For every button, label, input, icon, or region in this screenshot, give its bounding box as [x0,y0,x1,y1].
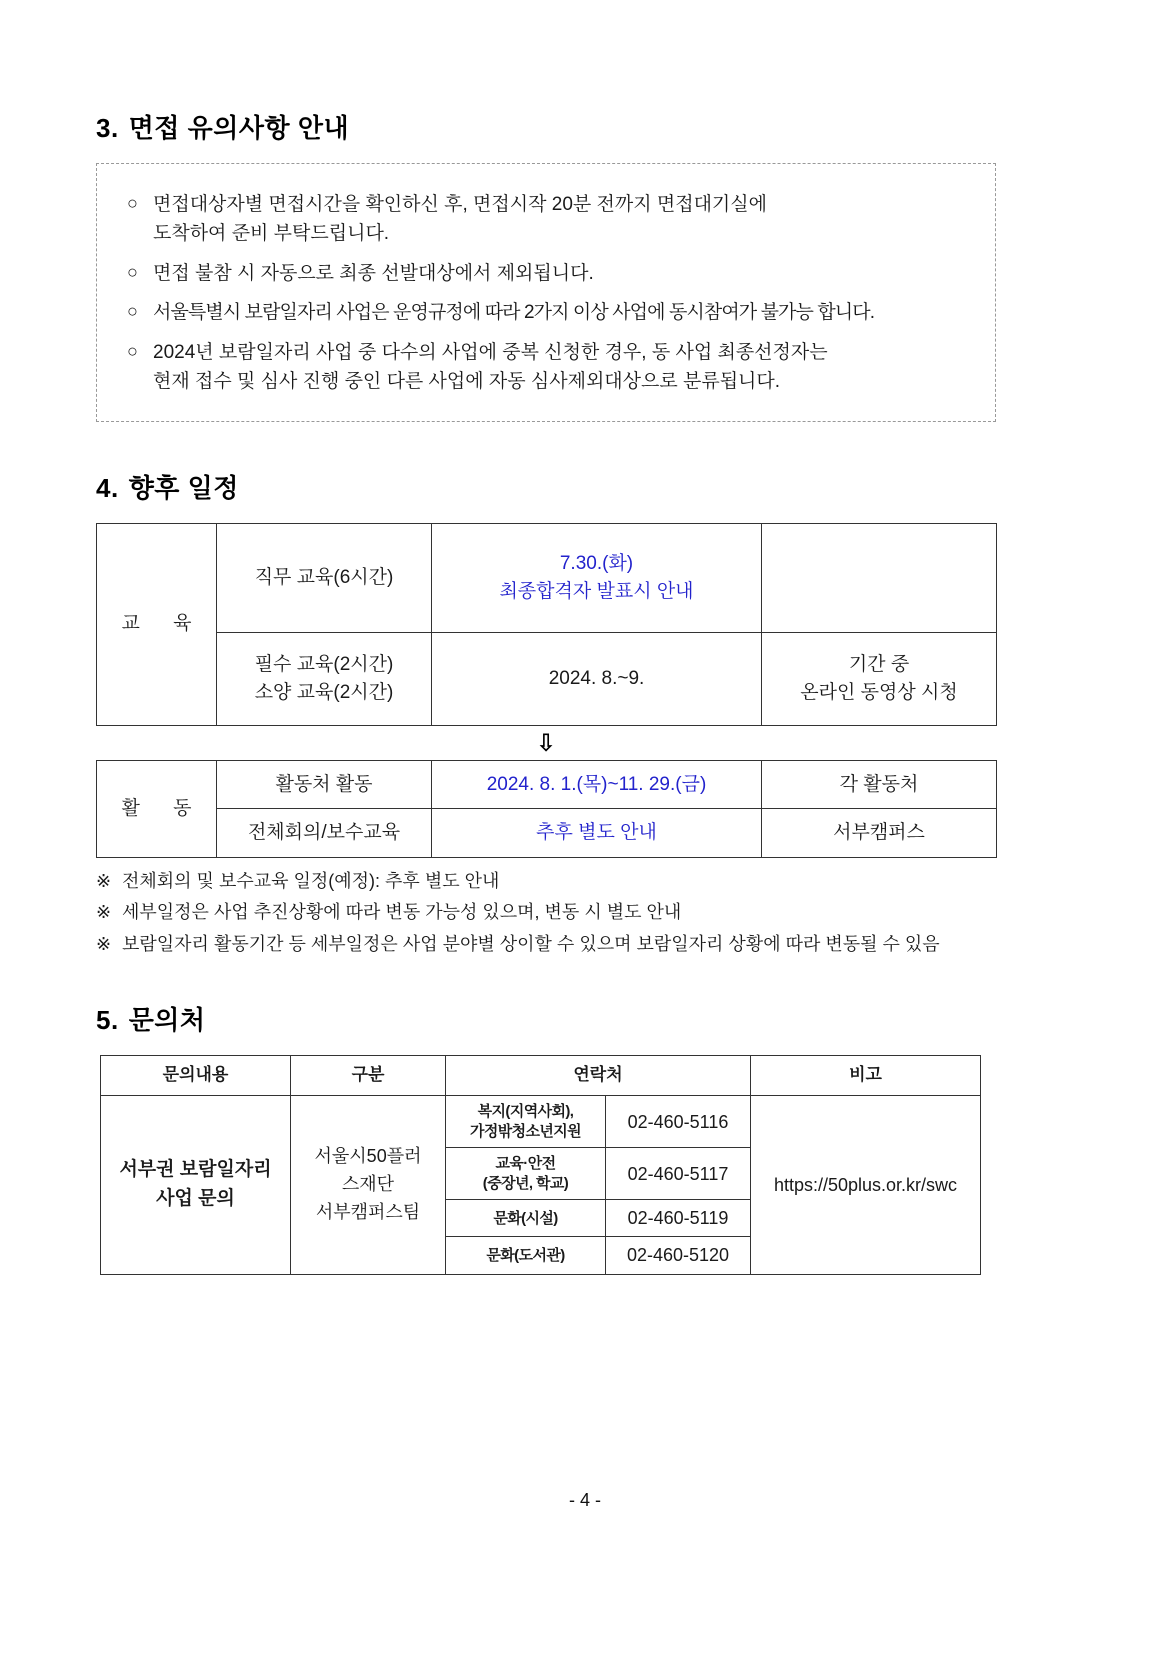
education-item-2-line2: 소양 교육(2시간) [254,681,394,703]
education-schedule-table [96,523,997,726]
notice-item [127,190,965,249]
page-number: - 4 - [568,1490,601,1510]
notice-box [96,163,996,422]
section-number-5: 5. [96,1005,119,1036]
notice-item [127,298,965,327]
contact-category-line2: (중장년, 학교) [482,1174,569,1192]
education-place-1 [762,523,997,632]
contact-category [446,1096,606,1148]
note-item [96,929,996,961]
table-row [97,809,997,858]
education-when-1-line2: 최종합격자 발표시 안내 [499,580,694,602]
header-division: 구분 [291,1056,446,1096]
reference-mark-icon: ※ [96,870,112,891]
table-header-row [101,1056,981,1096]
notice-item [127,259,965,288]
section-heading-notice [96,108,996,145]
header-inquiry: 문의내용 [101,1056,291,1096]
circle-bullet-icon: ○ [127,261,138,282]
inquiry-subject-line1: 서부권 보람일자리 [119,1159,272,1181]
section-heading-schedule [96,468,996,505]
notice-item-text [153,190,965,249]
education-item-2 [217,632,432,725]
table-row [101,1096,981,1148]
contact-phone: 02-460-5120 [606,1237,751,1274]
notice-item-text [153,338,965,397]
contact-category-line2: 가정밖청소년지원 [469,1122,582,1140]
section-number-4: 4. [96,472,119,503]
activity-item-2: 전체회의/보수교육 [217,809,432,858]
activity-schedule-table [96,760,997,858]
contact-category-line1: 교육·안전 [495,1155,556,1173]
contact-website-url[interactable]: https://50plus.or.kr/swc [751,1096,981,1275]
contact-phone: 02-460-5116 [606,1096,751,1148]
organization-line1: 서울시50플러 [314,1146,422,1167]
section-title-4: 향후 일정 [128,472,239,503]
notice-item-line1: 서울특별시 보람일자리 사업은 운영규정에 따라 2가지 이상 사업에 동시참여가 불가능 합니다. [153,302,875,324]
notice-item [127,338,965,397]
header-contact: 연락처 [446,1056,751,1096]
notice-item-text [153,259,965,288]
contact-table [100,1055,981,1275]
table-row [97,632,997,725]
activity-when-1: 2024. 8. 1.(목)~11. 29.(금) [432,760,762,809]
header-remark: 비고 [751,1056,981,1096]
note-text: 보람일자리 활동기간 등 세부일정은 사업 분야별 상이할 수 있으며 보람일자리 상황에 따라 변동될 수 있음 [122,933,940,954]
education-place-2-line2: 온라인 동영상 시청 [800,681,958,703]
contact-phone: 02-460-5119 [606,1200,751,1237]
education-when-1-line1: 7.30.(화) [559,553,634,575]
note-text: 세부일정은 사업 추진상황에 따라 변동 가능성 있으며, 변동 시 별도 안내 [122,902,682,923]
schedule-notes [96,866,996,961]
notice-item-text [153,298,965,327]
note-text: 전체회의 및 보수교육 일정(예정): 추후 별도 안내 [122,870,500,891]
education-when-1 [432,523,762,632]
down-arrow-glyph: ⇩ [535,729,557,757]
reference-mark-icon: ※ [96,933,112,954]
section-number-3: 3. [96,113,119,143]
circle-bullet-icon: ○ [127,193,138,213]
notice-item-line1: 면접대상자별 면접시간을 확인하신 후, 면접시작 20분 전까지 면접대기실에 [153,194,767,215]
notice-item-line2: 도착하여 준비 부탁드립니다. [153,223,390,245]
notice-item-line2: 현재 접수 및 심사 진행 중인 다른 사업에 자동 심사제외대상으로 분류됩니다. [153,371,781,393]
organization [291,1096,446,1275]
education-when-2: 2024. 8.~9. [432,632,762,725]
contact-phone: 02-460-5117 [606,1148,751,1200]
notice-item-line1: 2024년 보람일자리 사업 중 다수의 사업에 중복 신청한 경우, 동 사업 최종선정자는 [153,341,828,363]
section-title-5: 문의처 [128,1005,206,1036]
activity-label: 활 동 [97,760,217,857]
table-row [97,760,997,809]
down-arrow-icon [96,729,996,757]
notice-item-line1: 면접 불참 시 자동으로 최종 선발대상에서 제외됩니다. [153,262,594,284]
circle-bullet-icon: ○ [127,340,138,361]
education-place-2-line1: 기간 중 [848,654,910,676]
note-item [96,897,996,929]
table-row [97,523,997,632]
circle-bullet-icon: ○ [127,301,138,322]
section-title-3: 면접 유의사항 안내 [128,113,350,143]
note-item [96,866,996,898]
activity-when-2: 추후 별도 안내 [432,809,762,858]
contact-category [446,1148,606,1200]
page-content [96,108,996,1275]
organization-line3: 서부캠퍼스팀 [315,1201,421,1222]
activity-place-1: 각 활동처 [762,760,997,809]
education-item-1: 직무 교육(6시간) [217,523,432,632]
activity-item-1: 활동처 활동 [217,760,432,809]
inquiry-subject-line2: 사업 문의 [156,1187,235,1209]
section-heading-contact [96,1000,996,1037]
contact-category-line1: 복지(지역사회), [477,1103,574,1121]
education-place-2 [762,632,997,725]
reference-mark-icon: ※ [96,902,112,923]
contact-category: 문화(도서관) [446,1237,606,1274]
education-label: 교 육 [97,523,217,725]
education-item-2-line1: 필수 교육(2시간) [254,654,394,676]
activity-place-2: 서부캠퍼스 [762,809,997,858]
contact-category: 문화(시설) [446,1200,606,1237]
organization-line2: 스재단 [341,1174,395,1194]
inquiry-subject [101,1096,291,1275]
